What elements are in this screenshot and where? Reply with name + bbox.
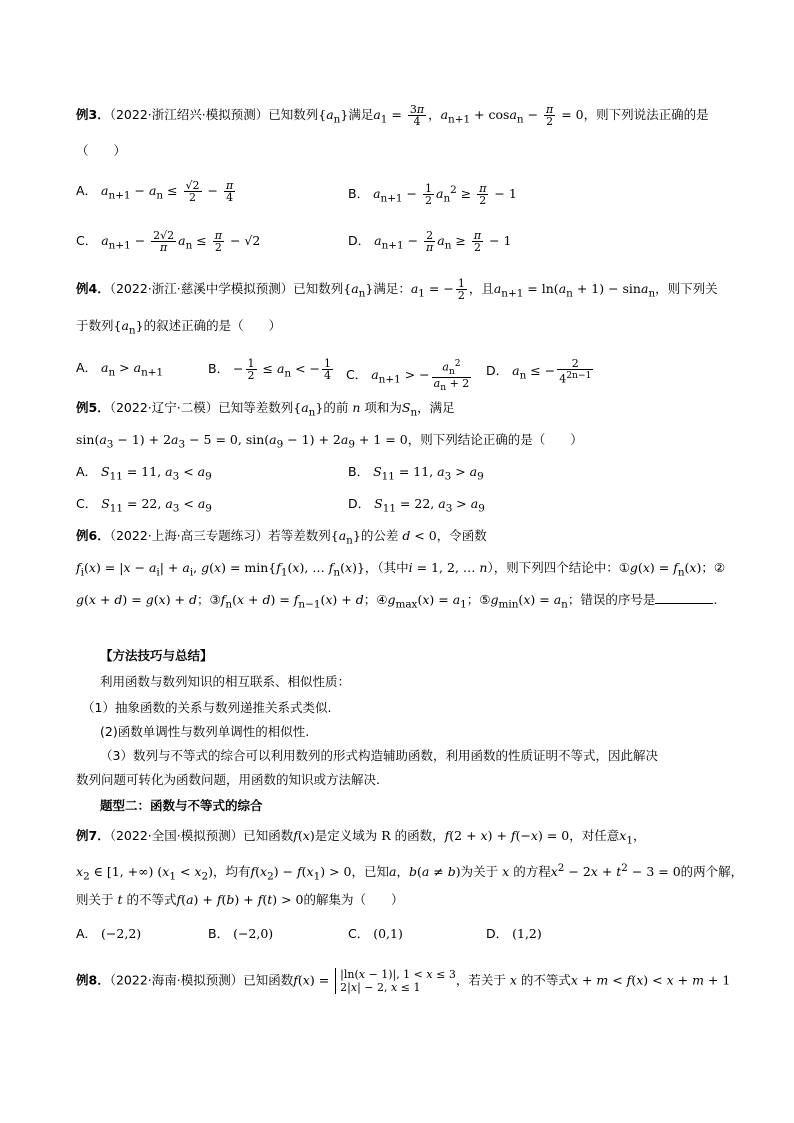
example-3-option-d[interactable]: D． $a_{n+1}$ − $\frac{2}{\pi}$ $a_n$ ≥ $\frac{\pi}{2}$ − 1 xyxy=(348,229,512,254)
example-3-option-a[interactable]: A． $a_{n+1} - a_n$ ≤ $\frac{√2}{2}$ − $\frac{\pi}{4}$ xyxy=(76,179,234,204)
example-7-stem: 例7．（2022·全国·模拟预测）已知函数f(x)是定义域为 R 的函数，f(2 + x) + f(−x) = 0，对任意$x_1$， xyxy=(76,828,646,847)
example-7-stem-cont2: 则关于 t 的不等式f(a) + f(b) + f(t) > 0的解集为（ ） xyxy=(76,892,404,907)
type2-title: 题型二：函数与不等式的综合 xyxy=(100,798,263,813)
example-7-option-c[interactable]: C． (0,1) xyxy=(348,926,403,941)
example-6-stem: 例6．（2022·上海·高三专题练习）若等差数列$\{a_n\}$的公差 d < 0，令函数 xyxy=(76,528,487,547)
method-point-2: (2)函数单调性与数列单调性的相似性. xyxy=(100,724,310,739)
method-point-1: （1）抽象函数的关系与数列递推关系式类似. xyxy=(82,700,332,715)
example-4-option-b[interactable]: B． − $\frac{1}{2}$ ≤ $a_n$ < − $\frac{1}{4}$ xyxy=(208,357,332,382)
example-5-stem: 例5．（2022·辽宁·二模）已知等差数列$\{a_n\}$的前 n 项和为$S_n$，满足 xyxy=(76,400,455,419)
example-5-stem-cont: $\sin(a_3 - 1) + 2a_3 - 5 = 0$, $\sin(a_9 - 1) + 2a_9 + 1 = 0$，则下列结论正确的是（ ） xyxy=(76,432,583,451)
example-3-stem: 例3．（2022·浙江绍兴·模拟预测）已知数列$\{a_n\}$满足$a_1$ = $\frac{3\pi}{4}$ ，$a_{n+1} + \cos a_n$ − $\frac{\pi}{2}$ = 0，则下列说法正确的是 xyxy=(76,103,709,128)
example-3-paren: （ ） xyxy=(76,143,127,158)
example-5-option-c[interactable]: C． $S_{11} = 22$, $a_3 < a_9$ xyxy=(76,496,212,515)
example-5-option-a[interactable]: A． $S_{11} = 11$, $a_3 < a_9$ xyxy=(76,464,212,483)
example-4-option-c[interactable]: C． $a_{n+1}$ > − $\frac{a_n^2}{a_n + 2}$ xyxy=(346,358,470,394)
example-7-option-b[interactable]: B． (−2,0) xyxy=(208,926,274,941)
example-8-stem: 例8．（2022·海南·模拟预测）已知函数f(x) = |ln(x − 1)|, 1 < x ≤ 3 2|x| − 2, x ≤ 1 ，若关于 x 的不等式x + m < f(x) < x + m + 1 xyxy=(76,968,731,994)
example-7-option-d[interactable]: D． (1,2) xyxy=(486,926,542,941)
example-5-option-b[interactable]: B． $S_{11} = 11$, $a_3 > a_9$ xyxy=(348,464,484,483)
example-4-option-d[interactable]: D． $a_n$ ≤ − $\frac{2}{4^{2n-1}}$ xyxy=(486,357,592,386)
example-4-stem: 例4．（2022·浙江·慈溪中学模拟预测）已知数列$\{a_n\}$满足：$a_1$ = − $\frac{1}{2}$ ，且$a_{n+1} = \ln(a_n + 1) - \sin a_n$，则下列关 xyxy=(76,277,718,302)
example-6-stem-cont: $f_i(x) = |x - a_i| + a_i$, $g(x) = \min\{f_1(x)$, … $f_n(x)$}，（其中i = 1, 2, … n），则下列四个结论中：①g(x) = $f_n(x)$；② xyxy=(76,560,726,579)
example-7-stem-cont: $x_2$ ∈ [1, +∞) $(x_1 < x_2)$，均有$f(x_2) - f(x_1) > 0$，已知a，b(a ≠ b)为关于 x 的方程$x^2 - 2x + t^2 - 3 = 0$的两个解， xyxy=(76,862,744,883)
method-point-3-cont: 数列问题可转化为函数问题，用函数的知识或方法解决. xyxy=(76,772,380,787)
example-4-stem-cont: 于数列$\{a_n\}$的叙述正确的是（ ） xyxy=(76,318,282,337)
method-point-3: （3）数列与不等式的综合可以利用数列的形式构造辅助函数，利用函数的性质证明不等式，因此解决 xyxy=(100,748,658,763)
example-3-option-b[interactable]: B． $a_{n+1}$ − $\frac{1}{2}$ $a_n^2$ ≥ $\frac{\pi}{2}$ − 1 xyxy=(348,182,517,208)
example-5-option-d[interactable]: D． $S_{11} = 22$, $a_3 > a_9$ xyxy=(348,496,485,515)
answer-blank[interactable] xyxy=(655,591,713,604)
example-7-option-a[interactable]: A． (−2,2) xyxy=(76,926,142,941)
example-4-option-a[interactable]: A． $a_n > a_{n+1}$ xyxy=(76,360,164,379)
example-6-stem-cont2: g(x + d) = g(x) + d；$③f_n(x + d) = f_{n-1}(x) + d$；$④g_{max}(x) = a_1$；$⑤g_{min}(x) = a_n$；错误的序号是 . xyxy=(76,592,718,611)
method-title: 【方法技巧与总结】 xyxy=(100,648,213,663)
method-intro: 利用函数与数列知识的相互联系、相似性质： xyxy=(100,674,351,689)
example-3-option-c[interactable]: C． $a_{n+1}$ − $\frac{2√2}{\pi}$ $a_n$ ≤ $\frac{\pi}{2}$ − √2 xyxy=(76,229,261,254)
